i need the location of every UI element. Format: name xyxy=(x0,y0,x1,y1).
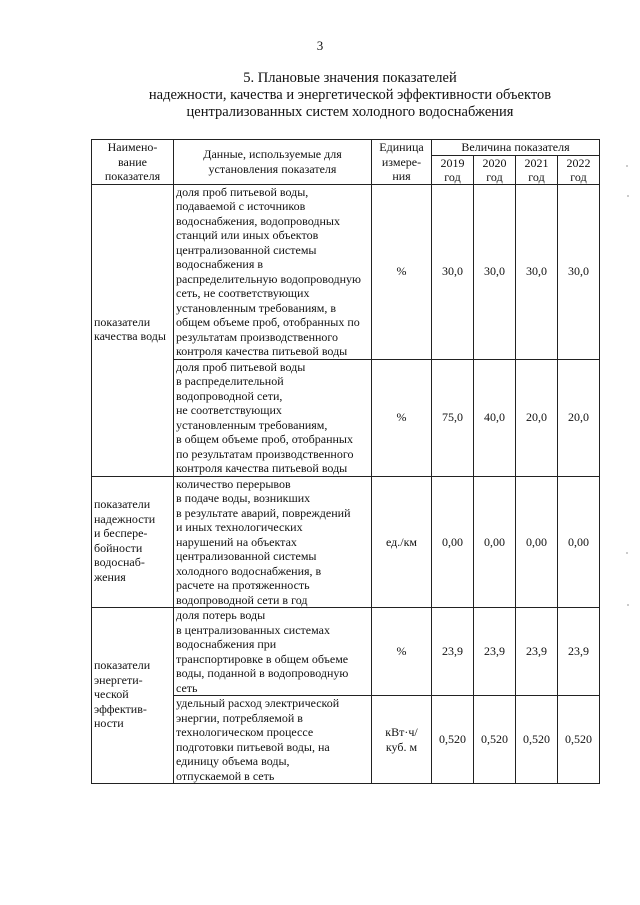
value-2022: 30,0 xyxy=(558,184,600,359)
title-line-2: надежности, качества и энергетической эффективности объектов xyxy=(148,87,552,103)
value-2021: 0,520 xyxy=(516,696,558,784)
value-2020: 30,0 xyxy=(474,184,516,359)
value-2022: 20,0 xyxy=(558,359,600,476)
value-2021: 30,0 xyxy=(516,184,558,359)
table-row xyxy=(92,608,600,696)
row-description: удельный расход электрической энергии, потребляемой в технологическом процессе подготовки питьевой воды, на единицу объема воды, отпускаемой в сеть xyxy=(174,696,372,784)
value-2019: 0,520 xyxy=(432,696,474,784)
row-description: доля проб питьевой воды в распределительной водопроводной сети, не соответствующих установленным требованиям, в общем объеме проб, отобранных по результатам производственного контроля качества питьевой воды xyxy=(174,359,372,476)
header-year-2019: 2019 год xyxy=(432,155,474,184)
page-number: 3 xyxy=(316,38,324,53)
header-unit: Единица измере- ния xyxy=(372,140,432,185)
value-2022: 0,520 xyxy=(558,696,600,784)
row-unit: % xyxy=(372,359,432,476)
value-2020: 23,9 xyxy=(474,608,516,696)
document-title xyxy=(90,70,610,121)
title-line-3: централизованных систем холодного водоснабжения xyxy=(186,104,514,120)
row-description: доля проб питьевой воды, подаваемой с источников водоснабжения, водопроводных станций или иных объектов централизованной системы водоснабжения в распределительную водопроводную сеть, не соответствующих установленным требованиям, в общем объеме проб, отобранных по результатам производственного контроля качества питьевой воды xyxy=(174,184,372,359)
group-name-reliability: показатели надежности и беспере- бойности водоснаб- жения xyxy=(92,476,174,608)
indicators-table xyxy=(91,139,600,784)
value-2021: 20,0 xyxy=(516,359,558,476)
value-2021: 0,00 xyxy=(516,476,558,608)
table-row xyxy=(92,184,600,359)
scan-speck xyxy=(626,552,628,554)
row-unit: % xyxy=(372,184,432,359)
header-row xyxy=(92,140,600,156)
header-indicator-value: Величина показателя xyxy=(432,140,600,156)
scan-speck xyxy=(627,195,629,197)
value-2019: 23,9 xyxy=(432,608,474,696)
header-year-2022: 2022 год xyxy=(558,155,600,184)
value-2020: 0,520 xyxy=(474,696,516,784)
row-unit: % xyxy=(372,608,432,696)
value-2019: 30,0 xyxy=(432,184,474,359)
value-2020: 0,00 xyxy=(474,476,516,608)
title-line-1: 5. Плановые значения показателей xyxy=(243,70,457,86)
row-unit: ед./км xyxy=(372,476,432,608)
row-unit: кВт·ч/ куб. м xyxy=(372,696,432,784)
row-description: количество перерывов в подаче воды, возникших в результате аварий, повреждений и иных технологических нарушений на объектах централизованной системы холодного водоснабжения, в расчете на протяженность водопроводной сети в год xyxy=(174,476,372,608)
value-2020: 40,0 xyxy=(474,359,516,476)
header-data-used: Данные, используемые для установления показателя xyxy=(174,140,372,185)
value-2022: 0,00 xyxy=(558,476,600,608)
value-2021: 23,9 xyxy=(516,608,558,696)
header-indicator-name: Наимено- вание показателя xyxy=(92,140,174,185)
row-description: доля потерь воды в централизованных системах водоснабжения при транспортировке в общем объеме воды, поданной в водопроводную сеть xyxy=(174,608,372,696)
group-name-water-quality: показатели качества воды xyxy=(92,184,174,476)
group-name-energy-efficiency: показатели энергети- ческой эффектив- ности xyxy=(92,608,174,784)
value-2019: 75,0 xyxy=(432,359,474,476)
header-year-2020: 2020 год xyxy=(474,155,516,184)
scan-speck xyxy=(626,165,628,167)
value-2019: 0,00 xyxy=(432,476,474,608)
header-year-2021: 2021 год xyxy=(516,155,558,184)
table-row xyxy=(92,476,600,608)
scan-speck xyxy=(627,604,629,606)
value-2022: 23,9 xyxy=(558,608,600,696)
